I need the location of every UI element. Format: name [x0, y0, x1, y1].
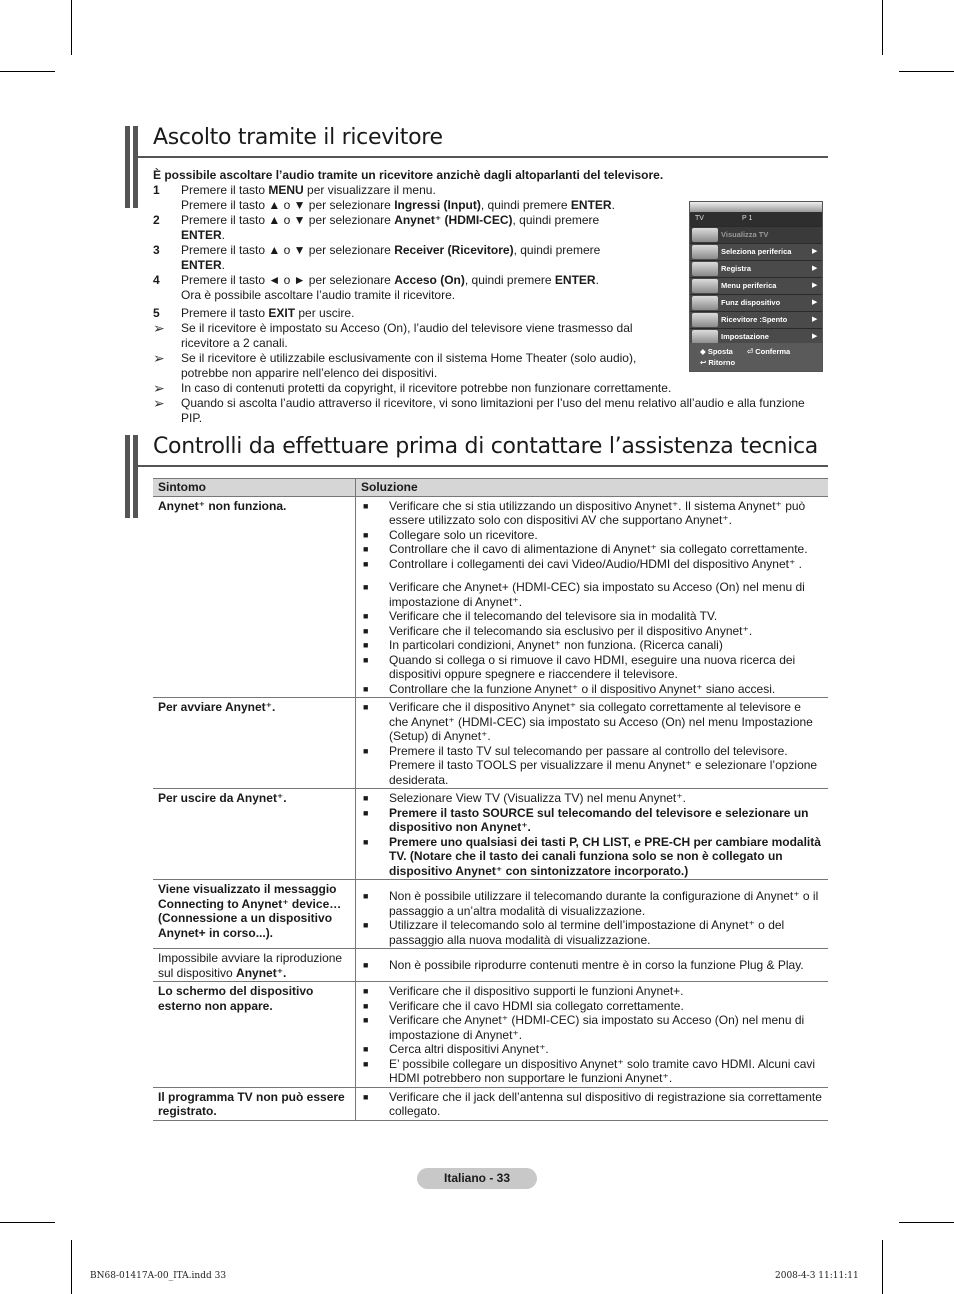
note-1: ➢ Se il ricevitore è impostato su Acceso (On), l’audio del televisore viene trasmesso dal ricevitore a 2 canali. — [153, 320, 633, 350]
menu-footer: ◆ Sposta ⏎ Conferma ↩ Ritorno — [690, 343, 822, 371]
symptom-cell: Viene visualizzato il messaggio Connecting to Anynet⁺ device… (Connessione a un dispositivo Anynet+ in corso...). — [153, 880, 356, 949]
table-row — [153, 789, 828, 880]
step-1-cont: Premere il tasto ▲ o ▼ per selezionare Ingressi (Input), quindi premere ENTER. — [181, 198, 615, 212]
solution-cell — [356, 698, 829, 789]
solution-item: ■ E’ possibile collegare un dispositivo Anynet⁺ solo tramite cavo HDMI. Alcuni cavi HDMI potrebbero non supportare le funzioni Anynet⁺. — [361, 1057, 823, 1086]
device-icon — [692, 245, 718, 259]
table-row — [153, 949, 828, 982]
crop-mark — [899, 71, 954, 72]
section-title-receiver: Ascolto tramite il ricevitore — [153, 125, 443, 150]
menu-top-bar — [690, 202, 822, 212]
solution-item: ■ In particolari condizioni, Anynet⁺ non funziona. (Ricerca canali) — [361, 638, 823, 653]
step-number: 3 — [153, 243, 160, 257]
solution-item: ■ Verificare che Anynet⁺ (HDMI-CEC) sia impostato su Acceso (On) nel menu di impostazione di Anynet⁺. — [361, 1013, 823, 1042]
receiver-icon — [692, 313, 718, 327]
menu-header: TV P 1 — [690, 212, 822, 226]
step-number: 5 — [153, 306, 160, 320]
solution-item: ■ Quando si collega o si rimuove il cavo HDMI, eseguire una nuova ricerca dei dispositivi oppure spegnere e riaccendere il televisore. — [361, 653, 823, 682]
solution-item: ■ Utilizzare il telecomando solo al termine dell’impostazione di Anynet⁺ o del passaggio alla nuova modalità di visualizzazione. — [361, 918, 823, 947]
solution-item: ■ Premere il tasto SOURCE sul telecomando del televisore e selezionare un dispositivo non Anynet⁺. — [361, 806, 823, 835]
crop-mark — [71, 1240, 72, 1294]
section-bar — [125, 435, 130, 518]
section-bar — [133, 435, 138, 518]
symptom-cell: Anynet⁺ non funziona. — [153, 496, 356, 698]
step-number: 4 — [153, 273, 160, 287]
solution-item: ■ Verificare che il telecomando del televisore sia in modalità TV. — [361, 609, 823, 624]
step-1: 1 Premere il tasto MENU per visualizzare il menu. — [153, 183, 436, 197]
column-header-solution: Soluzione — [356, 479, 829, 497]
footer-datetime: 2008-4-3 11:11:11 — [775, 1271, 859, 1281]
menu-item: Ricevitore :Spento ▶ — [690, 312, 822, 328]
table-row — [153, 698, 828, 789]
symptom-cell: Per avviare Anynet⁺. — [153, 698, 356, 789]
table-row — [153, 880, 828, 949]
step-number: 2 — [153, 213, 160, 227]
solution-item: ■ Selezionare View TV (Visualizza TV) nel menu Anynet⁺. — [361, 791, 823, 806]
arrow-right-icon: ▶ — [812, 299, 818, 306]
arrow-right-icon: ▶ — [812, 333, 818, 340]
solution-item: ■ Collegare solo un ricevitore. — [361, 528, 823, 543]
solution-item: ■ Controllare i collegamenti dei cavi Video/Audio/HDMI del dispositivo Anynet⁺ . — [361, 557, 823, 572]
note-2: ➢ Se il ricevitore è utilizzabile esclusivamente con il sistema Home Theater (solo audio), potrebbe non apparire nell’elenco dei dispositivi. — [153, 350, 637, 380]
crop-mark — [71, 0, 72, 55]
note-arrow-icon: ➢ — [153, 395, 165, 411]
device-menu-icon — [692, 279, 718, 293]
menu-item: Visualizza TV — [690, 227, 822, 243]
solution-cell — [356, 949, 829, 982]
solution-item: ■ Premere uno qualsiasi dei tasti P, CH LIST, e PRE-CH per cambiare modalità TV. (Notare che il tasto dei canali funziona solo se non è collegato un dispositivo Anynet⁺ con sintonizzatore incorporato.) — [361, 835, 823, 879]
solution-item: ■ Non è possibile utilizzare il telecomando durante la configurazione di Anynet⁺ o il passaggio a un’altra modalità di visualizzazione. — [361, 889, 823, 918]
tv-menu-screenshot — [689, 201, 823, 372]
section-rule — [138, 465, 828, 467]
menu-item: Menu periferica ▶ — [690, 278, 822, 294]
table-row — [153, 1087, 828, 1120]
table-header — [153, 479, 828, 497]
section-bar — [133, 126, 138, 208]
solution-item: ■ Non è possibile riprodurre contenuti mentre è in corso la funzione Plug & Play. — [361, 958, 823, 973]
solution-cell — [356, 1087, 829, 1120]
step-4: 4 Premere il tasto ◄ o ► per selezionare Acceso (On), quindi premere ENTER. Ora è possibile ascoltare l’audio tramite il ricevitore. — [153, 273, 599, 302]
table-row — [153, 982, 828, 1088]
menu-item: Seleziona periferica ▶ — [690, 244, 822, 260]
step-2: 2 Premere il tasto ▲ o ▼ per selezionare Anynet⁺ (HDMI-CEC), quindi premere ENTER. — [153, 213, 600, 242]
crop-mark — [0, 71, 55, 72]
arrow-right-icon: ▶ — [812, 282, 818, 289]
solution-item: ■ Verificare che il jack dell’antenna sul dispositivo di registrazione sia correttamente collegato. — [361, 1090, 823, 1119]
note-3: ➢ In caso di contenuti protetti da copyright, il ricevitore potrebbe non funzionare correttamente. — [153, 380, 672, 396]
section-bar — [125, 126, 130, 208]
arrow-right-icon: ▶ — [812, 265, 818, 272]
crop-mark — [0, 1222, 55, 1223]
record-icon — [692, 262, 718, 276]
solution-cell — [356, 496, 829, 698]
step-number: 1 — [153, 183, 160, 197]
arrow-right-icon: ▶ — [812, 248, 818, 255]
section-title-troubleshooting: Controlli da effettuare prima di contattare l’assistenza tecnica — [153, 434, 818, 459]
solution-item: ■ Verificare che il dispositivo Anynet⁺ sia collegato correttamente al televisore e che Anynet⁺ (HDMI-CEC) sia impostato su Acceso (On) nel menu Impostazione (Setup) di Anynet⁺. — [361, 700, 823, 744]
solution-cell — [356, 789, 829, 880]
troubleshooting-table — [153, 478, 828, 1121]
symptom-cell: Lo schermo del dispositivo esterno non appare. — [153, 982, 356, 1088]
solution-item: ■ Verificare che il cavo HDMI sia collegato correttamente. — [361, 999, 823, 1014]
solution-item: ■ Premere il tasto TV sul telecomando per passare al controllo del televisore. Premere il tasto TOOLS per visualizzare il menu Anynet⁺ e selezionare l’opzione desiderata. — [361, 744, 823, 788]
crop-mark — [882, 0, 883, 55]
page-number: Italiano - 33 — [417, 1168, 537, 1189]
arrow-right-icon: ▶ — [812, 316, 818, 323]
solution-item: ■ Verificare che si stia utilizzando un dispositivo Anynet⁺. Il sistema Anynet⁺ può essere utilizzato solo con dispositivi AV che supportano Anynet⁺. — [361, 499, 823, 528]
solution-cell — [356, 880, 829, 949]
table-row — [153, 496, 828, 698]
symptom-cell: Il programma TV non può essere registrato. — [153, 1087, 356, 1120]
menu-item: Impostazione ▶ — [690, 329, 822, 345]
crop-mark — [882, 1240, 883, 1294]
menu-item: Funz dispositivo ▶ — [690, 295, 822, 311]
footer-file: BN68-01417A-00_ITA.indd 33 — [90, 1271, 227, 1281]
section-rule — [138, 156, 828, 158]
symptom-cell: Per uscire da Anynet⁺. — [153, 789, 356, 880]
symptom-cell: Impossibile avviare la riproduzione sul dispositivo Anynet⁺. — [153, 949, 356, 982]
solution-item: ■ Verificare che Anynet+ (HDMI-CEC) sia impostato su Acceso (On) nel menu di impostazione di Anynet⁺. — [361, 580, 823, 609]
tv-icon — [692, 228, 718, 242]
note-4: ➢ Quando si ascolta l’audio attraverso il ricevitore, vi sono limitazioni per l’uso del menu relativo all’audio e alla funzione PIP. — [153, 395, 805, 425]
solution-item: ■ Controllare che il cavo di alimentazione di Anynet⁺ sia collegato correttamente. — [361, 542, 823, 557]
solution-cell — [356, 982, 829, 1088]
solution-item: ■ Controllare che la funzione Anynet⁺ o il dispositivo Anynet⁺ siano accesi. — [361, 682, 823, 697]
step-3: 3 Premere il tasto ▲ o ▼ per selezionare Receiver (Ricevitore), quindi premere ENTER. — [153, 243, 601, 272]
note-arrow-icon: ➢ — [153, 320, 165, 336]
settings-icon — [692, 330, 718, 344]
solution-item: ■ Verificare che il dispositivo supporti le funzioni Anynet+. — [361, 984, 823, 999]
crop-mark — [899, 1222, 954, 1223]
step-5: 5 Premere il tasto EXIT per uscire. — [153, 306, 355, 320]
intro-text: È possibile ascoltare l’audio tramite un ricevitore anzichè dagli altoparlanti del televisore. — [153, 168, 664, 182]
menu-item: Registra ▶ — [690, 261, 822, 277]
note-arrow-icon: ➢ — [153, 380, 165, 396]
note-arrow-icon: ➢ — [153, 350, 165, 366]
column-header-symptom: Sintomo — [153, 479, 356, 497]
solution-item: ■ Verificare che il telecomando sia esclusivo per il dispositivo Anynet⁺. — [361, 624, 823, 639]
device-function-icon — [692, 296, 718, 310]
solution-item: ■ Cerca altri dispositivi Anynet⁺. — [361, 1042, 823, 1057]
